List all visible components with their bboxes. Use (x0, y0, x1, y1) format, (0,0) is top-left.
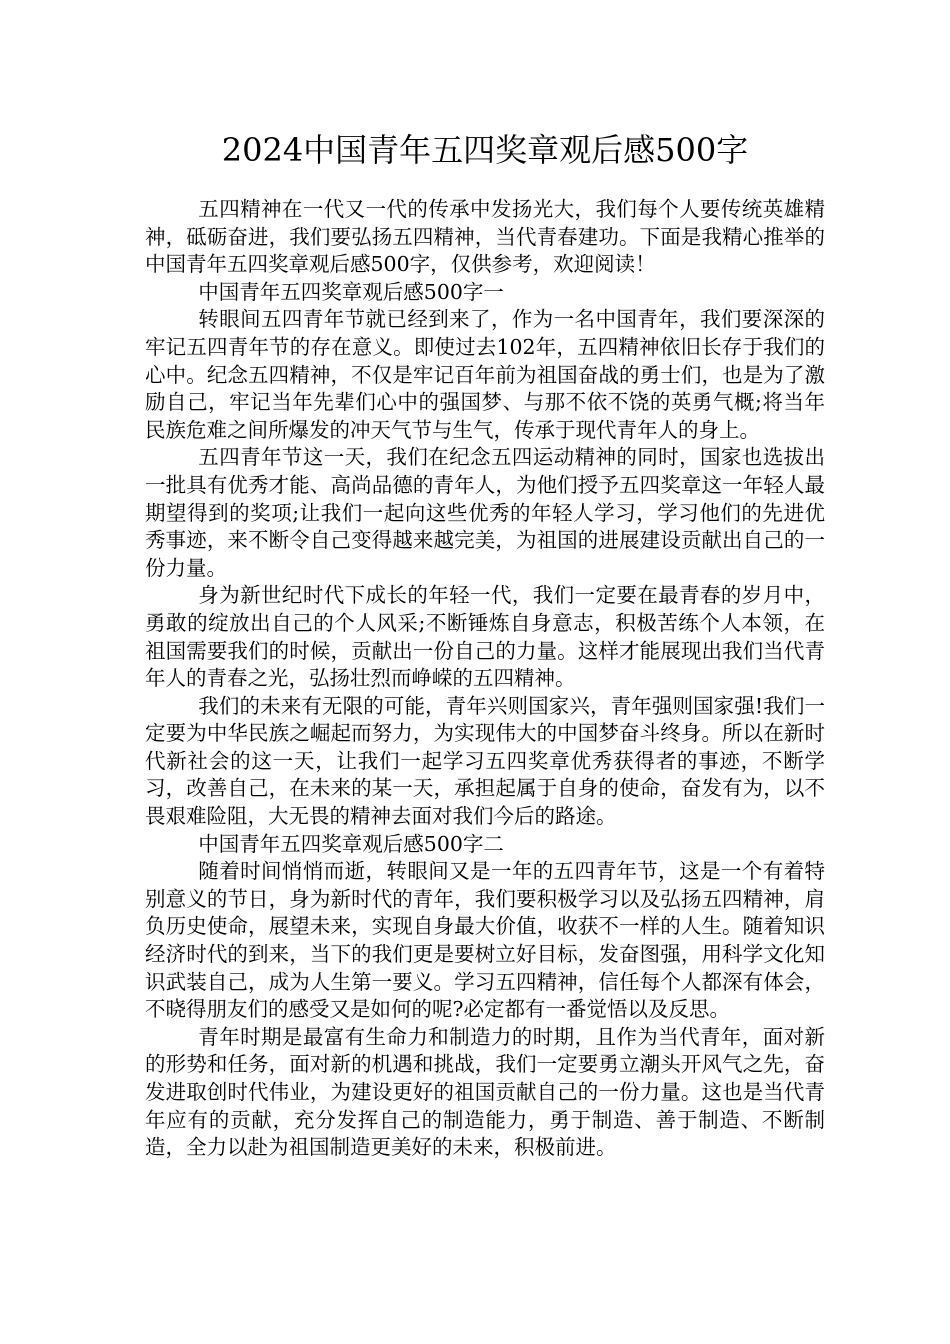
paragraph: 五四青年节这一天，我们在纪念五四运动精神的同时，国家也选拔出一批具有优秀才能、高尚品德的青年人，为他们授予五四奖章这一年轻人最期望得到的奖项;让我们一起向这些优秀的年轻人学习，学习他们的先进优秀事迹，来不断令自己变得越来越完美，为祖国的进展建设贡献出自己的一份力量。 (145, 445, 825, 580)
paragraph: 青年时期是最富有生命力和制造力的时期，且作为当代青年，面对新的形势和任务，面对新的机遇和挑战，我们一定要勇立潮头开风气之先，奋发进取创时代伟业，为建设更好的祖国贡献自己的一份力量。这也是当代青年应有的贡献，充分发挥自己的制造能力，勇于制造、善于制造、不断制造，全力以赴为祖国制造更美好的未来，积极前进。 (145, 1024, 825, 1160)
document-title: 2024中国青年五四奖章观后感500字 (221, 131, 749, 169)
section-heading-one: 中国青年五四奖章观后感500字一 (198, 279, 504, 304)
paragraph: 随着时间悄悄而逝，转眼间又是一年的五四青年节，这是一个有着特别意义的节日，身为新时代的青年，我们要积极学习以及弘扬五四精神，肩负历史使命，展望未来，实现自身最大价值，收获不一样的人生。随着知识经济时代的到来，当下的我们更是要树立好目标，发奋图强，用科学文化知识武装自己，成为人生第一要义。学习五四精神，信任每个人都深有体会，不晓得朋友们的感受又是如何的呢?必定都有一番觉悟以及反思。 (145, 859, 825, 1022)
section-heading-two: 中国青年五四奖章观后感500字二 (198, 831, 504, 856)
paragraph: 我们的未来有无限的可能，青年兴则国家兴，青年强则国家强!我们一定要为中华民族之崛起而努力，为实现伟大的中国梦奋斗终身。所以在新时代新社会的这一天，让我们一起学习五四奖章优秀获得者的事迹，不断学习，改善自己，在未来的某一天，承担起属于自身的使命，奋发有为，以不畏艰难险阻，大无畏的精神去面对我们今后的路途。 (145, 693, 825, 829)
document-page (145, 128, 825, 1162)
paragraph-intro: 五四精神在一代又一代的传承中发扬光大，我们每个人要传统英雄精神，砥砺奋进，我们要弘扬五四精神，当代青春建功。下面是我精心推举的中国青年五四奖章观后感500字，仅供参考，欢迎阅读！ (145, 197, 825, 277)
paragraph: 身为新世纪时代下成长的年轻一代，我们一定要在最青春的岁月中，勇敢的绽放出自己的个人风采;不断锤炼自身意志，积极苦练个人本领，在祖国需要我们的时候，贡献出一份自己的力量。这样才能展现出我们当代青年人的青春之光，弘扬壮烈而峥嵘的五四精神。 (145, 583, 825, 691)
paragraph: 转眼间五四青年节就已经到来了，作为一名中国青年，我们要深深的牢记五四青年节的存在意义。即使过去102年，五四精神依旧长存于我们的心中。纪念五四精神，不仅是牢记百年前为祖国奋战的勇士们，也是为了激励自己，牢记当年先辈们心中的强国梦、与那不依不饶的英勇气概;将当年民族危难之间所爆发的冲天气节与生气，传承于现代青年人的身上。 (145, 307, 825, 442)
